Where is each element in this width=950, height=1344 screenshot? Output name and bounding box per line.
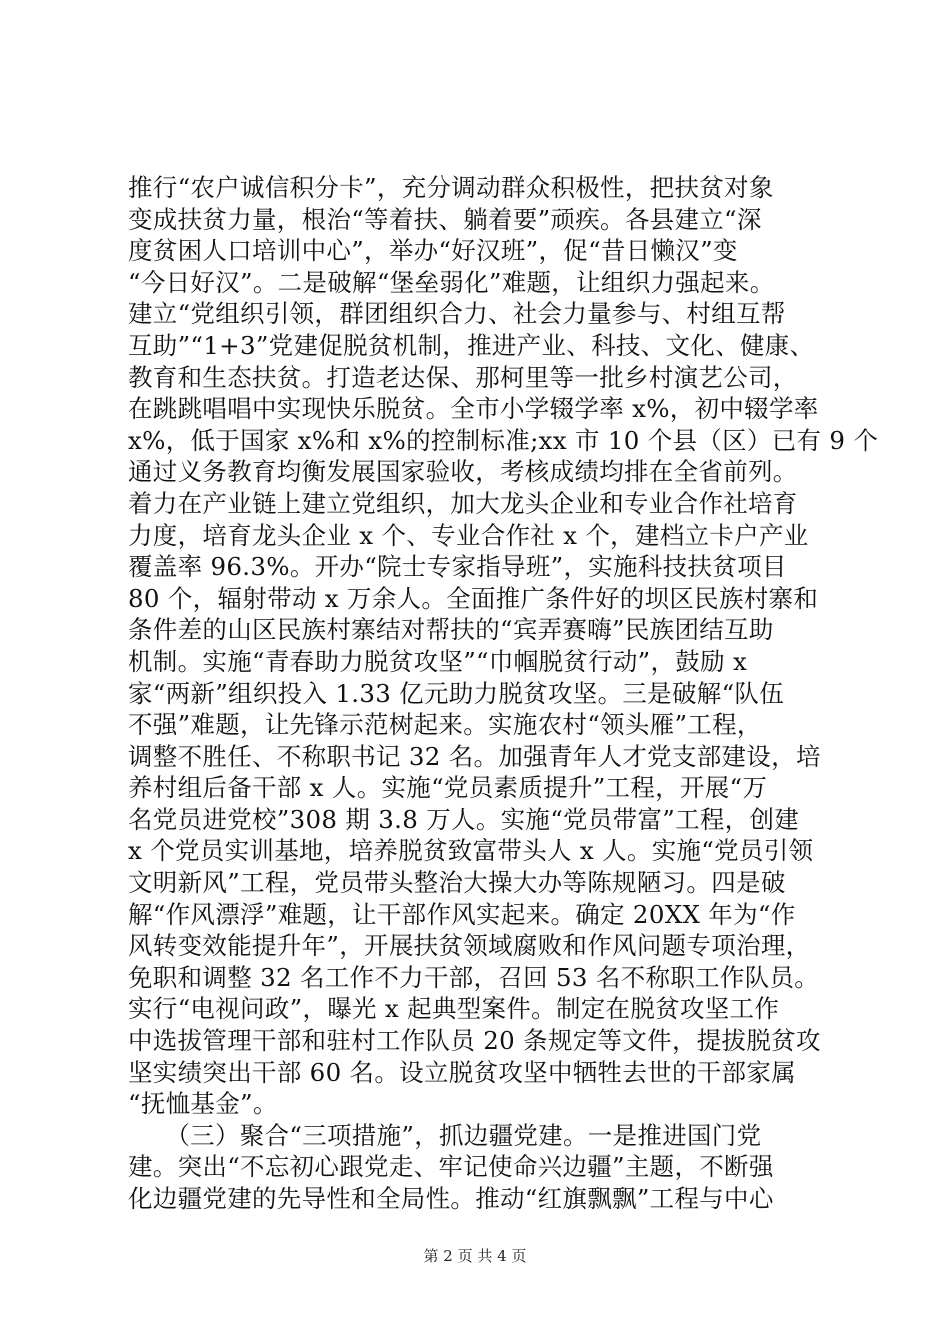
- page-number: 第 2 页 共 4 页: [423, 1247, 527, 1265]
- text-line: 解“作风漂浮”难题，让干部作风实起来。确定 20XX 年为“作: [128, 899, 796, 929]
- text-line: 养村组后备干部 x 人。实施“党员素质提升”工程，开展“万: [128, 773, 768, 803]
- text-line: 变成扶贫力量，根治“等着扶、躺着要”顽疾。各县建立“深: [128, 204, 762, 234]
- text-line: 条件差的山区民族村寨结对帮扶的“宾弄赛嗨”民族团结互助: [128, 615, 774, 645]
- text-line: 推行“农户诚信积分卡”，充分调动群众积极性，把扶贫对象: [128, 173, 774, 202]
- text-line: 化边疆党建的先导性和全局性。推动“红旗飘飘”工程与中心: [128, 1184, 774, 1213]
- text-line: 调整不胜任、不称职书记 32 名。加强青年人才党支部建设，培: [128, 741, 821, 771]
- text-line: 实行“电视问政”，曝光 x 起典型案件。制定在脱贫攻坚工作: [128, 994, 780, 1024]
- text-line: 不强”难题，让先锋示范树起来。实施农村“领头雁”工程，: [128, 710, 762, 740]
- text-line: 坚实绩突出干部 60 名。设立脱贫攻坚中牺牲去世的干部家属: [128, 1057, 796, 1087]
- page-footer: [0, 1245, 950, 1266]
- text-line: 免职和调整 32 名工作不力干部，召回 53 名不称职工作队员。: [128, 962, 820, 992]
- text-line: “今日好汉”。二是破解“堡垒弱化”难题，让组织力强起来。: [128, 267, 775, 297]
- text-line: 建立“党组织引领，群团组织合力、社会力量参与、村组互帮: [128, 299, 786, 329]
- text-line: “抚恤基金”。: [128, 1089, 278, 1119]
- text-line: 覆盖率 96.3%。开办“院士专家指导班”，实施科技扶贫项目: [128, 552, 787, 582]
- text-line: x 个党员实训基地，培养脱贫致富带头人 x 人。实施“党员引领: [128, 836, 814, 866]
- text-line: 互助”“1+3”党建促脱贫机制，推进产业、科技、文化、健康、: [128, 330, 815, 360]
- text-line: 力度，培育龙头企业 x 个、专业合作社 x 个，建档立卡户产业: [128, 520, 809, 550]
- text-line: 中选拔管理干部和驻村工作队员 20 条规定等文件，提拔脱贫攻: [128, 1026, 821, 1056]
- text-line: 教育和生态扶贫。打造老达保、那柯里等一批乡村演艺公司，: [128, 362, 798, 392]
- text-line: 度贫困人口培训中心”，举办“好汉班”，促“昔日懒汉”变: [128, 236, 738, 266]
- text-line: 通过义务教育均衡发展国家验收，考核成绩均排在全省前列。: [128, 457, 798, 487]
- text-line: 在跳跳唱唱中实现快乐脱贫。全市小学辍学率 x%，初中辍学率: [128, 394, 819, 424]
- text-line: 建。突出“不忘初心跟党走、牢记使命兴边疆”主题，不断强: [128, 1152, 774, 1182]
- text-line: 名党员进党校”308 期 3.8 万人。实施“党员带富”工程，创建: [128, 804, 800, 834]
- text-line: 风转变效能提升年”，开展扶贫领域腐败和作风问题专项治理，: [128, 931, 811, 961]
- text-line: （三）聚合“三项措施”，抓边疆党建。一是推进国门党: [128, 1120, 762, 1150]
- text-line: 机制。实施“青春助力脱贫攻坚”“巾帼脱贫行动”，鼓励 x: [128, 646, 748, 676]
- text-line: 家“两新”组织投入 1.33 亿元助力脱贫攻坚。三是破解“队伍: [128, 678, 784, 708]
- text-line: 文明新风”工程，党员带头整治大操大办等陈规陋习。四是破: [128, 868, 786, 898]
- text-line: x%，低于国家 x%和 x%的控制标准;xx 市 10 个县（区）已有 9 个: [128, 425, 879, 455]
- body-text: [128, 172, 879, 1215]
- text-line: 着力在产业链上建立党组织，加大龙头企业和专业合作社培育: [128, 488, 798, 518]
- text-line: 80 个，辐射带动 x 万余人。全面推广条件好的坝区民族村寨和: [128, 583, 819, 613]
